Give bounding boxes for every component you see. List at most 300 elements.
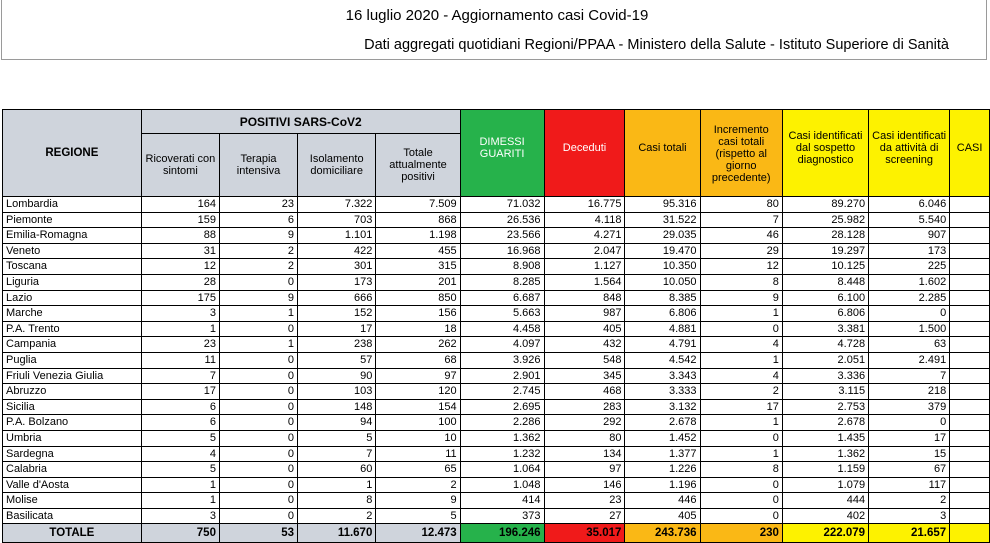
- value-cell: 1.452: [625, 430, 700, 446]
- region-name-cell: Piemonte: [3, 212, 142, 228]
- value-cell: 7.322: [297, 197, 375, 213]
- value-cell: 68: [376, 352, 460, 368]
- value-cell: 1.048: [460, 477, 544, 493]
- value-cell: 1.362: [460, 430, 544, 446]
- value-cell: 0: [219, 274, 297, 290]
- value-cell: 23.566: [460, 228, 544, 244]
- value-cell: 4.118: [544, 212, 625, 228]
- value-cell: 31.522: [625, 212, 700, 228]
- value-cell: 422: [297, 243, 375, 259]
- truncated-cell: [950, 274, 990, 290]
- col-dimessi: DIMESSI GUARITI: [460, 110, 544, 197]
- value-cell: 0: [700, 430, 782, 446]
- value-cell: 8: [700, 274, 782, 290]
- value-cell: 0: [219, 352, 297, 368]
- value-cell: 9: [219, 290, 297, 306]
- value-cell: 11: [376, 446, 460, 462]
- report-subtitle: Dati aggregati quotidiani Regioni/PPAA - Ministero della Salute - Istituto Superiore di Sanità: [364, 37, 949, 53]
- col-sospetto: Casi identificati dal sospetto diagnostico: [782, 110, 868, 197]
- value-cell: 414: [460, 493, 544, 509]
- value-cell: 2.678: [782, 415, 868, 431]
- value-cell: 1.362: [782, 446, 868, 462]
- value-cell: 8.908: [460, 259, 544, 275]
- truncated-cell: [950, 477, 990, 493]
- value-cell: 2.901: [460, 368, 544, 384]
- value-cell: 3.132: [625, 399, 700, 415]
- value-cell: 7: [869, 368, 950, 384]
- value-cell: 94: [297, 415, 375, 431]
- value-cell: 57: [297, 352, 375, 368]
- value-cell: 19.297: [782, 243, 868, 259]
- value-cell: 987: [544, 306, 625, 322]
- value-cell: 850: [376, 290, 460, 306]
- region-name-cell: Lazio: [3, 290, 142, 306]
- region-name-cell: P.A. Bolzano: [3, 415, 142, 431]
- region-name-cell: Liguria: [3, 274, 142, 290]
- value-cell: 15: [869, 446, 950, 462]
- value-cell: 134: [544, 446, 625, 462]
- table-row: [3, 493, 990, 509]
- value-cell: 1: [700, 352, 782, 368]
- value-cell: 2: [297, 508, 375, 524]
- value-cell: 0: [700, 508, 782, 524]
- value-cell: 23: [141, 337, 219, 353]
- value-cell: 0: [219, 368, 297, 384]
- value-cell: 8.285: [460, 274, 544, 290]
- region-name-cell: Basilicata: [3, 508, 142, 524]
- value-cell: 0: [219, 399, 297, 415]
- value-cell: 1.064: [460, 462, 544, 478]
- region-name-cell: Sicilia: [3, 399, 142, 415]
- truncated-cell: [950, 228, 990, 244]
- value-cell: 2.753: [782, 399, 868, 415]
- value-cell: 0: [869, 415, 950, 431]
- value-cell: 117: [869, 477, 950, 493]
- total-value-cell: 196.246: [460, 524, 544, 543]
- value-cell: 4.791: [625, 337, 700, 353]
- value-cell: 11: [141, 352, 219, 368]
- truncated-cell: [950, 384, 990, 400]
- region-name-cell: Molise: [3, 493, 142, 509]
- value-cell: 444: [782, 493, 868, 509]
- value-cell: 3.381: [782, 321, 868, 337]
- table-row: [3, 243, 990, 259]
- value-cell: 0: [700, 321, 782, 337]
- region-name-cell: Abruzzo: [3, 384, 142, 400]
- truncated-cell: [950, 524, 990, 543]
- value-cell: 80: [544, 430, 625, 446]
- region-name-cell: Sardegna: [3, 446, 142, 462]
- truncated-cell: [950, 508, 990, 524]
- value-cell: 4.728: [782, 337, 868, 353]
- value-cell: 6.100: [782, 290, 868, 306]
- value-cell: 1: [700, 446, 782, 462]
- value-cell: 1: [141, 477, 219, 493]
- truncated-cell: [950, 259, 990, 275]
- value-cell: 10.350: [625, 259, 700, 275]
- value-cell: 173: [869, 243, 950, 259]
- value-cell: 0: [700, 493, 782, 509]
- col-casi-trunc: CASI: [950, 110, 990, 197]
- table-row: [3, 290, 990, 306]
- value-cell: 868: [376, 212, 460, 228]
- value-cell: 907: [869, 228, 950, 244]
- value-cell: 373: [460, 508, 544, 524]
- value-cell: 2.695: [460, 399, 544, 415]
- value-cell: 0: [700, 477, 782, 493]
- value-cell: 315: [376, 259, 460, 275]
- value-cell: 2: [219, 243, 297, 259]
- value-cell: 29.035: [625, 228, 700, 244]
- value-cell: 218: [869, 384, 950, 400]
- value-cell: 201: [376, 274, 460, 290]
- table-row: [3, 352, 990, 368]
- value-cell: 173: [297, 274, 375, 290]
- value-cell: 1: [141, 321, 219, 337]
- value-cell: 152: [297, 306, 375, 322]
- value-cell: 0: [219, 508, 297, 524]
- truncated-cell: [950, 352, 990, 368]
- value-cell: 345: [544, 368, 625, 384]
- value-cell: 3: [869, 508, 950, 524]
- truncated-cell: [950, 368, 990, 384]
- value-cell: 9: [376, 493, 460, 509]
- value-cell: 17: [869, 430, 950, 446]
- value-cell: 6.806: [782, 306, 868, 322]
- value-cell: 1: [297, 477, 375, 493]
- truncated-cell: [950, 415, 990, 431]
- value-cell: 0: [869, 306, 950, 322]
- truncated-cell: [950, 446, 990, 462]
- truncated-cell: [950, 197, 990, 213]
- value-cell: 0: [219, 493, 297, 509]
- value-cell: 25.982: [782, 212, 868, 228]
- table-row: [3, 259, 990, 275]
- value-cell: 1: [700, 306, 782, 322]
- table-row: [3, 337, 990, 353]
- value-cell: 2: [700, 384, 782, 400]
- value-cell: 4: [141, 446, 219, 462]
- value-cell: 5: [376, 508, 460, 524]
- value-cell: 159: [141, 212, 219, 228]
- value-cell: 3.926: [460, 352, 544, 368]
- value-cell: 1: [219, 306, 297, 322]
- value-cell: 405: [625, 508, 700, 524]
- value-cell: 2: [219, 259, 297, 275]
- value-cell: 6.046: [869, 197, 950, 213]
- value-cell: 1.196: [625, 477, 700, 493]
- value-cell: 7: [141, 368, 219, 384]
- value-cell: 146: [544, 477, 625, 493]
- value-cell: 29: [700, 243, 782, 259]
- truncated-cell: [950, 399, 990, 415]
- total-value-cell: 222.079: [782, 524, 868, 543]
- value-cell: 0: [219, 477, 297, 493]
- region-name-cell: Puglia: [3, 352, 142, 368]
- col-totale-positivi: Totale attualmente positivi: [376, 134, 460, 197]
- table-row: [3, 430, 990, 446]
- value-cell: 301: [297, 259, 375, 275]
- value-cell: 16.968: [460, 243, 544, 259]
- value-cell: 446: [625, 493, 700, 509]
- value-cell: 27: [544, 508, 625, 524]
- value-cell: 1: [141, 493, 219, 509]
- value-cell: 8: [297, 493, 375, 509]
- table-row: [3, 415, 990, 431]
- col-isolamento: Isolamento domiciliare: [297, 134, 375, 197]
- value-cell: 2.286: [460, 415, 544, 431]
- value-cell: 703: [297, 212, 375, 228]
- value-cell: 1.226: [625, 462, 700, 478]
- value-cell: 402: [782, 508, 868, 524]
- value-cell: 405: [544, 321, 625, 337]
- value-cell: 3.333: [625, 384, 700, 400]
- value-cell: 1.079: [782, 477, 868, 493]
- covid-data-table: [2, 109, 990, 543]
- value-cell: 5.540: [869, 212, 950, 228]
- value-cell: 2.678: [625, 415, 700, 431]
- value-cell: 28: [141, 274, 219, 290]
- value-cell: 3.115: [782, 384, 868, 400]
- value-cell: 4: [700, 368, 782, 384]
- value-cell: 2.491: [869, 352, 950, 368]
- value-cell: 97: [544, 462, 625, 478]
- value-cell: 26.536: [460, 212, 544, 228]
- table-row: [3, 274, 990, 290]
- truncated-cell: [950, 243, 990, 259]
- value-cell: 1: [700, 415, 782, 431]
- value-cell: 17: [700, 399, 782, 415]
- value-cell: 6: [141, 415, 219, 431]
- table-row: [3, 384, 990, 400]
- totals-row: [3, 524, 990, 543]
- value-cell: 120: [376, 384, 460, 400]
- col-deceduti: Deceduti: [544, 110, 625, 197]
- value-cell: 4.881: [625, 321, 700, 337]
- total-value-cell: 11.670: [297, 524, 375, 543]
- value-cell: 0: [219, 430, 297, 446]
- value-cell: 0: [219, 384, 297, 400]
- value-cell: 154: [376, 399, 460, 415]
- total-value-cell: 12.473: [376, 524, 460, 543]
- value-cell: 6: [141, 399, 219, 415]
- value-cell: 8.448: [782, 274, 868, 290]
- value-cell: 3: [141, 306, 219, 322]
- value-cell: 7: [700, 212, 782, 228]
- value-cell: 95.316: [625, 197, 700, 213]
- col-casi-totali: Casi totali: [625, 110, 700, 197]
- value-cell: 80: [700, 197, 782, 213]
- value-cell: 16.775: [544, 197, 625, 213]
- value-cell: 1.602: [869, 274, 950, 290]
- total-value-cell: 53: [219, 524, 297, 543]
- value-cell: 2.047: [544, 243, 625, 259]
- region-name-cell: Veneto: [3, 243, 142, 259]
- region-name-cell: Friuli Venezia Giulia: [3, 368, 142, 384]
- value-cell: 1.101: [297, 228, 375, 244]
- value-cell: 12: [700, 259, 782, 275]
- value-cell: 103: [297, 384, 375, 400]
- value-cell: 548: [544, 352, 625, 368]
- total-value-cell: 35.017: [544, 524, 625, 543]
- value-cell: 90: [297, 368, 375, 384]
- table-row: [3, 462, 990, 478]
- col-terapia: Terapia intensiva: [219, 134, 297, 197]
- value-cell: 8.385: [625, 290, 700, 306]
- table-row: [3, 306, 990, 322]
- value-cell: 1.435: [782, 430, 868, 446]
- value-cell: 848: [544, 290, 625, 306]
- truncated-cell: [950, 321, 990, 337]
- value-cell: 8: [700, 462, 782, 478]
- value-cell: 3.343: [625, 368, 700, 384]
- table-row: [3, 321, 990, 337]
- value-cell: 9: [219, 228, 297, 244]
- value-cell: 31: [141, 243, 219, 259]
- truncated-cell: [950, 337, 990, 353]
- value-cell: 12: [141, 259, 219, 275]
- value-cell: 97: [376, 368, 460, 384]
- table-row: [3, 399, 990, 415]
- truncated-cell: [950, 212, 990, 228]
- value-cell: 23: [219, 197, 297, 213]
- total-value-cell: 750: [141, 524, 219, 543]
- value-cell: 175: [141, 290, 219, 306]
- value-cell: 1.564: [544, 274, 625, 290]
- col-incremento: Incremento casi totali (rispetto al giorno precedente): [700, 110, 782, 197]
- value-cell: 262: [376, 337, 460, 353]
- value-cell: 2: [376, 477, 460, 493]
- value-cell: 5: [297, 430, 375, 446]
- total-value-cell: 21.657: [869, 524, 950, 543]
- value-cell: 455: [376, 243, 460, 259]
- value-cell: 4.542: [625, 352, 700, 368]
- value-cell: 2.051: [782, 352, 868, 368]
- value-cell: 6: [219, 212, 297, 228]
- value-cell: 666: [297, 290, 375, 306]
- value-cell: 17: [141, 384, 219, 400]
- col-regione: REGIONE: [3, 110, 142, 197]
- value-cell: 6.806: [625, 306, 700, 322]
- value-cell: 1: [219, 337, 297, 353]
- value-cell: 19.470: [625, 243, 700, 259]
- value-cell: 65: [376, 462, 460, 478]
- value-cell: 5.663: [460, 306, 544, 322]
- value-cell: 148: [297, 399, 375, 415]
- report-header: [1, 0, 987, 60]
- table-row: [3, 197, 990, 213]
- value-cell: 0: [219, 462, 297, 478]
- value-cell: 10: [376, 430, 460, 446]
- value-cell: 156: [376, 306, 460, 322]
- region-name-cell: Valle d'Aosta: [3, 477, 142, 493]
- table-row: [3, 228, 990, 244]
- region-name-cell: Emilia-Romagna: [3, 228, 142, 244]
- value-cell: 28.128: [782, 228, 868, 244]
- value-cell: 1.377: [625, 446, 700, 462]
- table-row: [3, 508, 990, 524]
- value-cell: 379: [869, 399, 950, 415]
- value-cell: 23: [544, 493, 625, 509]
- value-cell: 17: [297, 321, 375, 337]
- value-cell: 7.509: [376, 197, 460, 213]
- value-cell: 238: [297, 337, 375, 353]
- table-row: [3, 446, 990, 462]
- value-cell: 5: [141, 462, 219, 478]
- group-positivi: POSITIVI SARS-CoV2: [141, 110, 460, 134]
- value-cell: 9: [700, 290, 782, 306]
- value-cell: 468: [544, 384, 625, 400]
- totals-label: TOTALE: [3, 524, 142, 543]
- value-cell: 4.271: [544, 228, 625, 244]
- truncated-cell: [950, 430, 990, 446]
- value-cell: 2.285: [869, 290, 950, 306]
- value-cell: 3: [141, 508, 219, 524]
- table-row: [3, 212, 990, 228]
- truncated-cell: [950, 290, 990, 306]
- value-cell: 10.125: [782, 259, 868, 275]
- value-cell: 0: [219, 446, 297, 462]
- table-row: [3, 477, 990, 493]
- total-value-cell: 243.736: [625, 524, 700, 543]
- value-cell: 10.050: [625, 274, 700, 290]
- value-cell: 100: [376, 415, 460, 431]
- col-ricoverati: Ricoverati con sintomi: [141, 134, 219, 197]
- value-cell: 89.270: [782, 197, 868, 213]
- value-cell: 1.198: [376, 228, 460, 244]
- value-cell: 88: [141, 228, 219, 244]
- value-cell: 2: [869, 493, 950, 509]
- value-cell: 1.500: [869, 321, 950, 337]
- region-name-cell: Campania: [3, 337, 142, 353]
- value-cell: 283: [544, 399, 625, 415]
- region-name-cell: Umbria: [3, 430, 142, 446]
- value-cell: 0: [219, 321, 297, 337]
- region-name-cell: Lombardia: [3, 197, 142, 213]
- value-cell: 1.127: [544, 259, 625, 275]
- truncated-cell: [950, 462, 990, 478]
- value-cell: 46: [700, 228, 782, 244]
- value-cell: 292: [544, 415, 625, 431]
- value-cell: 18: [376, 321, 460, 337]
- report-title: 16 luglio 2020 - Aggiornamento casi Covid-19: [345, 7, 649, 24]
- value-cell: 225: [869, 259, 950, 275]
- value-cell: 67: [869, 462, 950, 478]
- value-cell: 3.336: [782, 368, 868, 384]
- value-cell: 1.232: [460, 446, 544, 462]
- value-cell: 0: [219, 415, 297, 431]
- value-cell: 4.458: [460, 321, 544, 337]
- region-name-cell: Calabria: [3, 462, 142, 478]
- value-cell: 4: [700, 337, 782, 353]
- value-cell: 164: [141, 197, 219, 213]
- value-cell: 5: [141, 430, 219, 446]
- value-cell: 71.032: [460, 197, 544, 213]
- value-cell: 1.159: [782, 462, 868, 478]
- value-cell: 6.687: [460, 290, 544, 306]
- col-screening: Casi identificati da attività di screening: [869, 110, 950, 197]
- region-name-cell: Marche: [3, 306, 142, 322]
- truncated-cell: [950, 493, 990, 509]
- table-row: [3, 368, 990, 384]
- value-cell: 432: [544, 337, 625, 353]
- value-cell: 2.745: [460, 384, 544, 400]
- total-value-cell: 230: [700, 524, 782, 543]
- truncated-cell: [950, 306, 990, 322]
- region-name-cell: Toscana: [3, 259, 142, 275]
- value-cell: 7: [297, 446, 375, 462]
- value-cell: 4.097: [460, 337, 544, 353]
